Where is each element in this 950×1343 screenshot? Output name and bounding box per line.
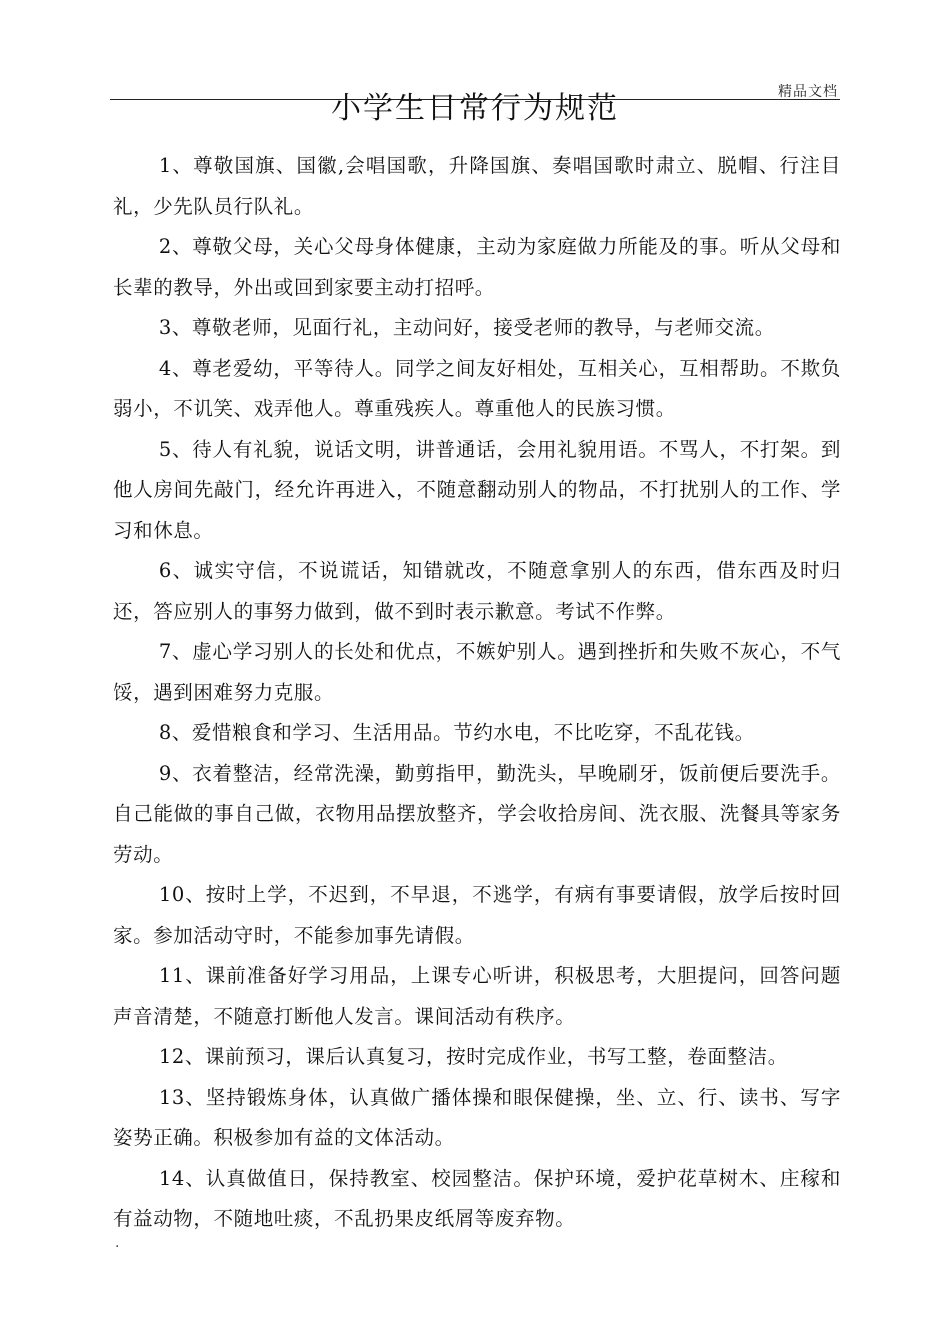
rule-item-5: 5、待人有礼貌，说话文明，讲普通话，会用礼貌用语。不骂人，不打架。到他人房间先敲门，经允许再进入，不随意翻动别人的物品，不打扰别人的工作、学习和休息。: [113, 437, 841, 542]
rule-item-6: 6、诚实守信，不说谎话，知错就改，不随意拿别人的东西，借东西及时归还，答应别人的事努力做到，做不到时表示歉意。考试不作弊。: [113, 559, 841, 623]
rule-item-14: 14、认真做值日，保持教室、校园整洁。保护环境，爱护花草树木、庄稼和有益动物，不随地吐痰，不乱扔果皮纸屑等废弃物。: [113, 1166, 841, 1230]
document-body: [113, 146, 841, 1240]
rule-item-4: 4、尊老爱幼，平等待人。同学之间友好相处，互相关心，互相帮助。不欺负弱小，不讥笑、戏弄他人。尊重残疾人。尊重他人的民族习惯。: [113, 356, 841, 420]
rule-item-13: 13、坚持锻炼身体，认真做广播体操和眼保健操，坐、立、行、读书、写字姿势正确。积极参加有益的文体活动。: [113, 1085, 841, 1149]
rule-item-1: 1、尊敬国旗、国徽,会唱国歌，升降国旗、奏唱国歌时肃立、脱帽、行注目礼，少先队员行队礼。: [113, 154, 841, 218]
rule-item-9: 9、衣着整洁，经常洗澡，勤剪指甲，勤洗头，早晚刷牙，饭前便后要洗手。自己能做的事自己做，衣物用品摆放整齐，学会收拾房间、洗衣服、洗餐具等家务劳动。: [113, 761, 841, 866]
rule-item-12: 12、课前预习，课后认真复习，按时完成作业，书写工整，卷面整洁。: [158, 1045, 788, 1068]
footer-mark: .: [115, 1235, 120, 1251]
header-label: 精品文档: [778, 84, 838, 100]
rule-item-8: 8、爱惜粮食和学习、生活用品。节约水电，不比吃穿，不乱花钱。: [158, 721, 755, 744]
rule-item-7: 7、虚心学习别人的长处和优点，不嫉妒别人。遇到挫折和失败不灰心，不气馁，遇到困难努力克服。: [113, 640, 841, 704]
rule-item-11: 11、课前准备好学习用品，上课专心听讲，积极思考，大胆提问，回答问题声音清楚，不随意打断他人发言。课间活动有秩序。: [113, 964, 841, 1028]
document-title: 小学生日常行为规范: [331, 91, 619, 126]
rule-item-2: 2、尊敬父母，关心父母身体健康，主动为家庭做力所能及的事。听从父母和长辈的教导，外出或回到家要主动打招呼。: [113, 235, 841, 299]
rule-item-10: 10、按时上学，不迟到，不早退，不逃学，有病有事要请假，放学后按时回家。参加活动守时，不能参加事先请假。: [113, 883, 841, 947]
rule-item-3: 3、尊敬老师，见面行礼，主动问好，接受老师的教导，与老师交流。: [158, 316, 775, 339]
